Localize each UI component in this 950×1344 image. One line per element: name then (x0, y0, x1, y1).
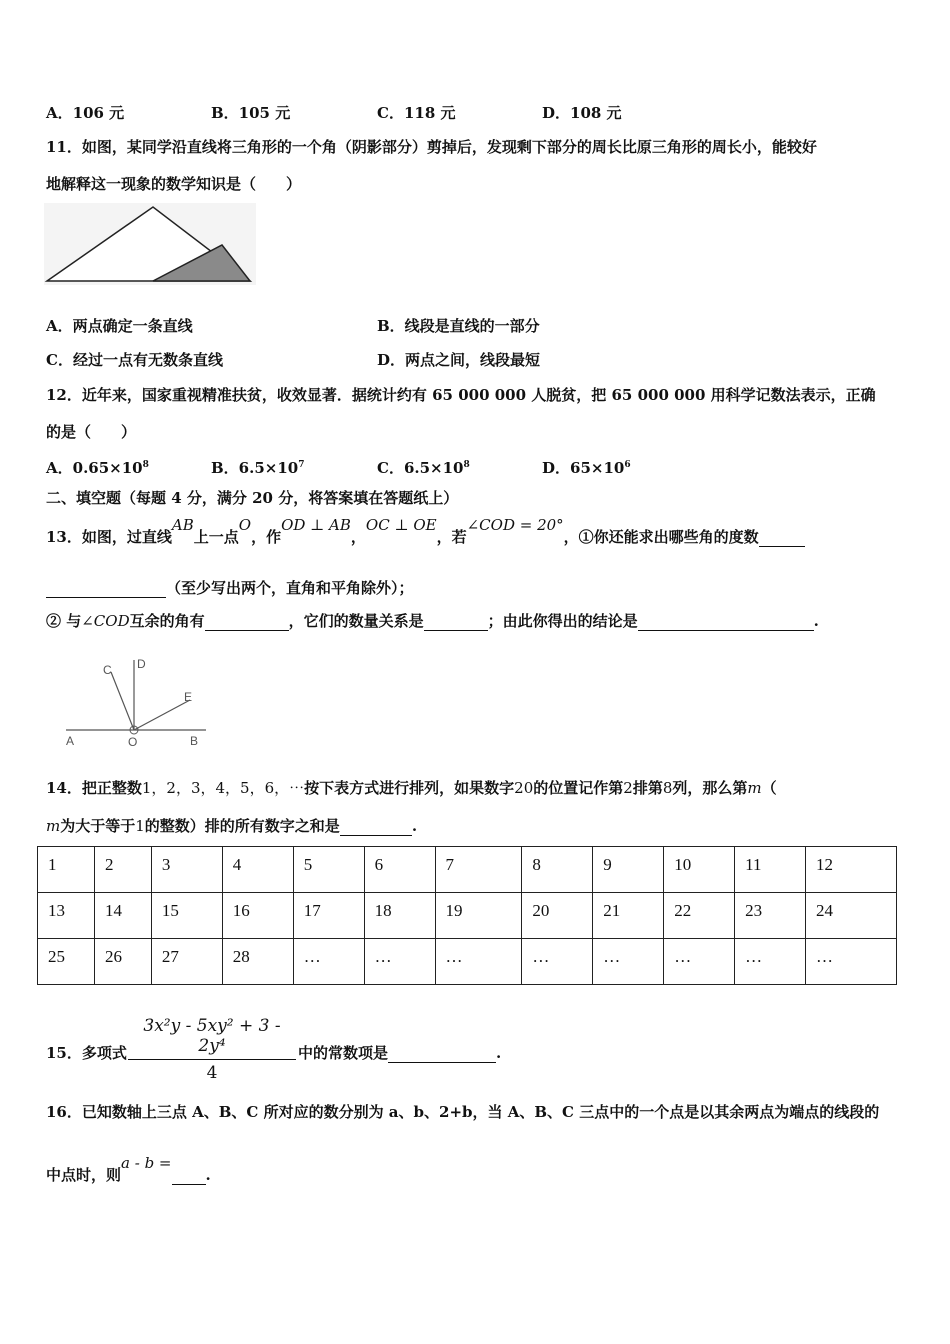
table-cell: 12 (806, 847, 897, 893)
q13-figure-label-b: B (190, 734, 199, 748)
table-cell: 3 (151, 847, 222, 893)
q14-line1: 14．把正整数1，2，3，4，5，6，⋯按下表方式进行排列，如果数字20的位置记作第2排第8列，那么第m（ (46, 779, 777, 797)
q10-option-a: A．106 元 (46, 104, 125, 122)
q13-line1: 13．如图，过直线AB上一点O，作OD ⊥ AB，OC ⊥ OE，若∠COD = 20°，①你还能求出哪些角的度数 (46, 527, 805, 547)
table-cell: 19 (435, 893, 522, 939)
q13-line2: （至少写出两个，直角和平角除外）； (46, 578, 414, 598)
q11-line1: 11．如图，某同学沿直线将三角形的一个角（阴影部分）剪掉后，发现剩下部分的周长比原三角形的周长小，能较好 (46, 138, 817, 156)
table-cell: 24 (806, 893, 897, 939)
q15-denominator: 4 (206, 1063, 218, 1083)
q12-option-a: A．$0.65\times 10^8$ (46, 459, 149, 477)
q15-fraction (128, 1016, 296, 1083)
q13-angle-figure (60, 652, 220, 750)
q11-option-d: D．两点之间，线段最短 (377, 351, 541, 369)
q13-figure-label-e: E (184, 690, 193, 704)
q12-option-d: D．$65\times 10^6$ (542, 459, 631, 477)
q10-option-b: B．105 元 (211, 104, 291, 122)
table-cell: 4 (222, 847, 293, 893)
table-cell: 21 (593, 893, 664, 939)
table-cell: 23 (735, 893, 806, 939)
q13-figure-label-a: A (66, 734, 75, 748)
table-cell: 9 (593, 847, 664, 893)
q10-option-d: D．108 元 (542, 104, 622, 122)
q13-line3: ② 与∠COD互余的角有 ，它们的数量关系是 ；由此你得出的结论是 . (46, 612, 819, 630)
table-cell: 10 (664, 847, 735, 893)
table-cell: … (522, 939, 593, 985)
table-cell: … (593, 939, 664, 985)
table-cell: 8 (522, 847, 593, 893)
q10-option-c: C．118 元 (377, 104, 456, 122)
table-cell: 18 (364, 893, 435, 939)
table-cell: 25 (38, 939, 95, 985)
table-cell: 15 (151, 893, 222, 939)
table-cell: 13 (38, 893, 95, 939)
table-cell: 17 (293, 893, 364, 939)
table-cell: 26 (94, 939, 151, 985)
table-cell: 16 (222, 893, 293, 939)
table-cell: 6 (364, 847, 435, 893)
table-cell: … (806, 939, 897, 985)
table-cell: … (435, 939, 522, 985)
q14-line2: m为大于等于1的整数）排的所有数字之和是 . (46, 817, 418, 835)
q13-figure-label-d: D (137, 657, 146, 671)
table-cell: 11 (735, 847, 806, 893)
q12-option-b: B．$6.5\times 10^7$ (211, 459, 305, 477)
table-cell: 20 (522, 893, 593, 939)
table-cell: … (364, 939, 435, 985)
q11-option-a: A．两点确定一条直线 (46, 317, 193, 335)
q11-option-b: B．线段是直线的一部分 (377, 317, 540, 335)
q11-option-c: C．经过一点有无数条直线 (46, 351, 223, 369)
table-cell: … (664, 939, 735, 985)
table-cell: 28 (222, 939, 293, 985)
table-cell: … (293, 939, 364, 985)
table-cell: … (735, 939, 806, 985)
q15-prefix: 15．多项式 (46, 1044, 127, 1062)
q16-line1: 16．已知数轴上三点 A、B、C 所对应的数分别为 a、b、2+b，当 A、B、C 三点中的一个点是以其余两点为端点的线段的 (46, 1103, 880, 1121)
table-row (38, 847, 897, 893)
table-row (38, 893, 897, 939)
table-cell: 27 (151, 939, 222, 985)
section2-heading: 二、填空题（每题 4 分，满分 20 分，将答案填在答题纸上） (46, 489, 459, 507)
table-cell: 5 (293, 847, 364, 893)
q15-numerator: 3x²y - 5xy² + 3 - 2y⁴ (143, 1016, 281, 1056)
q12-line1: 12．近年来，国家重视精准扶贫，收效显著．据统计约有 65 000 000 人脱贫，把 65 000 000 用科学记数法表示，正确 (46, 386, 876, 404)
table-cell: 14 (94, 893, 151, 939)
q13-figure-label-o: O (128, 735, 138, 749)
table-cell: 7 (435, 847, 522, 893)
table-cell: 22 (664, 893, 735, 939)
q16-line2: 中点时，则a - b =. (46, 1154, 211, 1184)
table-row (38, 939, 897, 985)
table-cell: 1 (38, 847, 95, 893)
q15-suffix: 中的常数项是 . (298, 1044, 502, 1062)
q12-option-c: C．$6.5\times 10^8$ (377, 459, 470, 477)
table-cell: 2 (94, 847, 151, 893)
q12-line2: 的是（ ） (46, 423, 137, 441)
q11-triangle-figure (44, 203, 256, 285)
q13-figure-label-c: C (103, 663, 112, 677)
q14-number-table (37, 846, 897, 985)
q11-line2: 地解释这一现象的数学知识是（ ） (46, 175, 302, 193)
